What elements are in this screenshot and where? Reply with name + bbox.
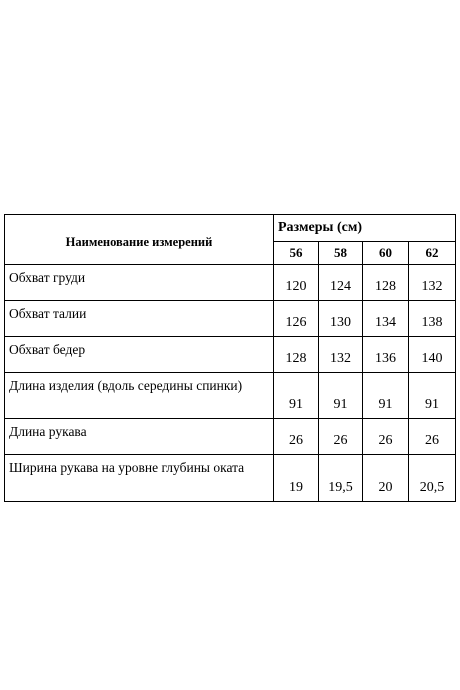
value-cell: 26 [409,419,456,455]
header-row [5,215,456,242]
size-58-header: 58 [319,242,363,265]
table-row [5,419,456,455]
value-cell: 26 [319,419,363,455]
value-cell: 130 [319,301,363,337]
row-label-waist: Обхват талии [5,301,274,337]
size-60-header: 60 [363,242,409,265]
table-row [5,455,456,502]
value-cell: 124 [319,265,363,301]
value-cell: 128 [274,337,319,373]
value-cell: 132 [319,337,363,373]
value-cell: 120 [274,265,319,301]
size-56-header: 56 [274,242,319,265]
value-cell: 20,5 [409,455,456,502]
table-row [5,337,456,373]
row-label-hips: Обхват бедер [5,337,274,373]
value-cell: 140 [409,337,456,373]
value-cell: 138 [409,301,456,337]
value-cell: 91 [409,373,456,419]
value-cell: 20 [363,455,409,502]
value-cell: 19 [274,455,319,502]
row-label-chest: Обхват груди [5,265,274,301]
table-row [5,373,456,419]
value-cell: 26 [363,419,409,455]
row-label-sleeve-length: Длина рукава [5,419,274,455]
value-cell: 91 [363,373,409,419]
table-row [5,301,456,337]
value-cell: 26 [274,419,319,455]
value-cell: 91 [319,373,363,419]
value-cell: 126 [274,301,319,337]
row-label-length: Длина изделия (вдоль середины спинки) [5,373,274,419]
sizes-header: Размеры (см) [274,215,456,242]
value-cell: 19,5 [319,455,363,502]
value-cell: 91 [274,373,319,419]
value-cell: 136 [363,337,409,373]
size-chart-table [4,214,456,502]
table-row [5,265,456,301]
measurement-name-header: Наименование измерений [5,215,274,265]
value-cell: 132 [409,265,456,301]
size-62-header: 62 [409,242,456,265]
value-cell: 128 [363,265,409,301]
row-label-sleeve-width: Ширина рукава на уровне глубины оката [5,455,274,502]
value-cell: 134 [363,301,409,337]
